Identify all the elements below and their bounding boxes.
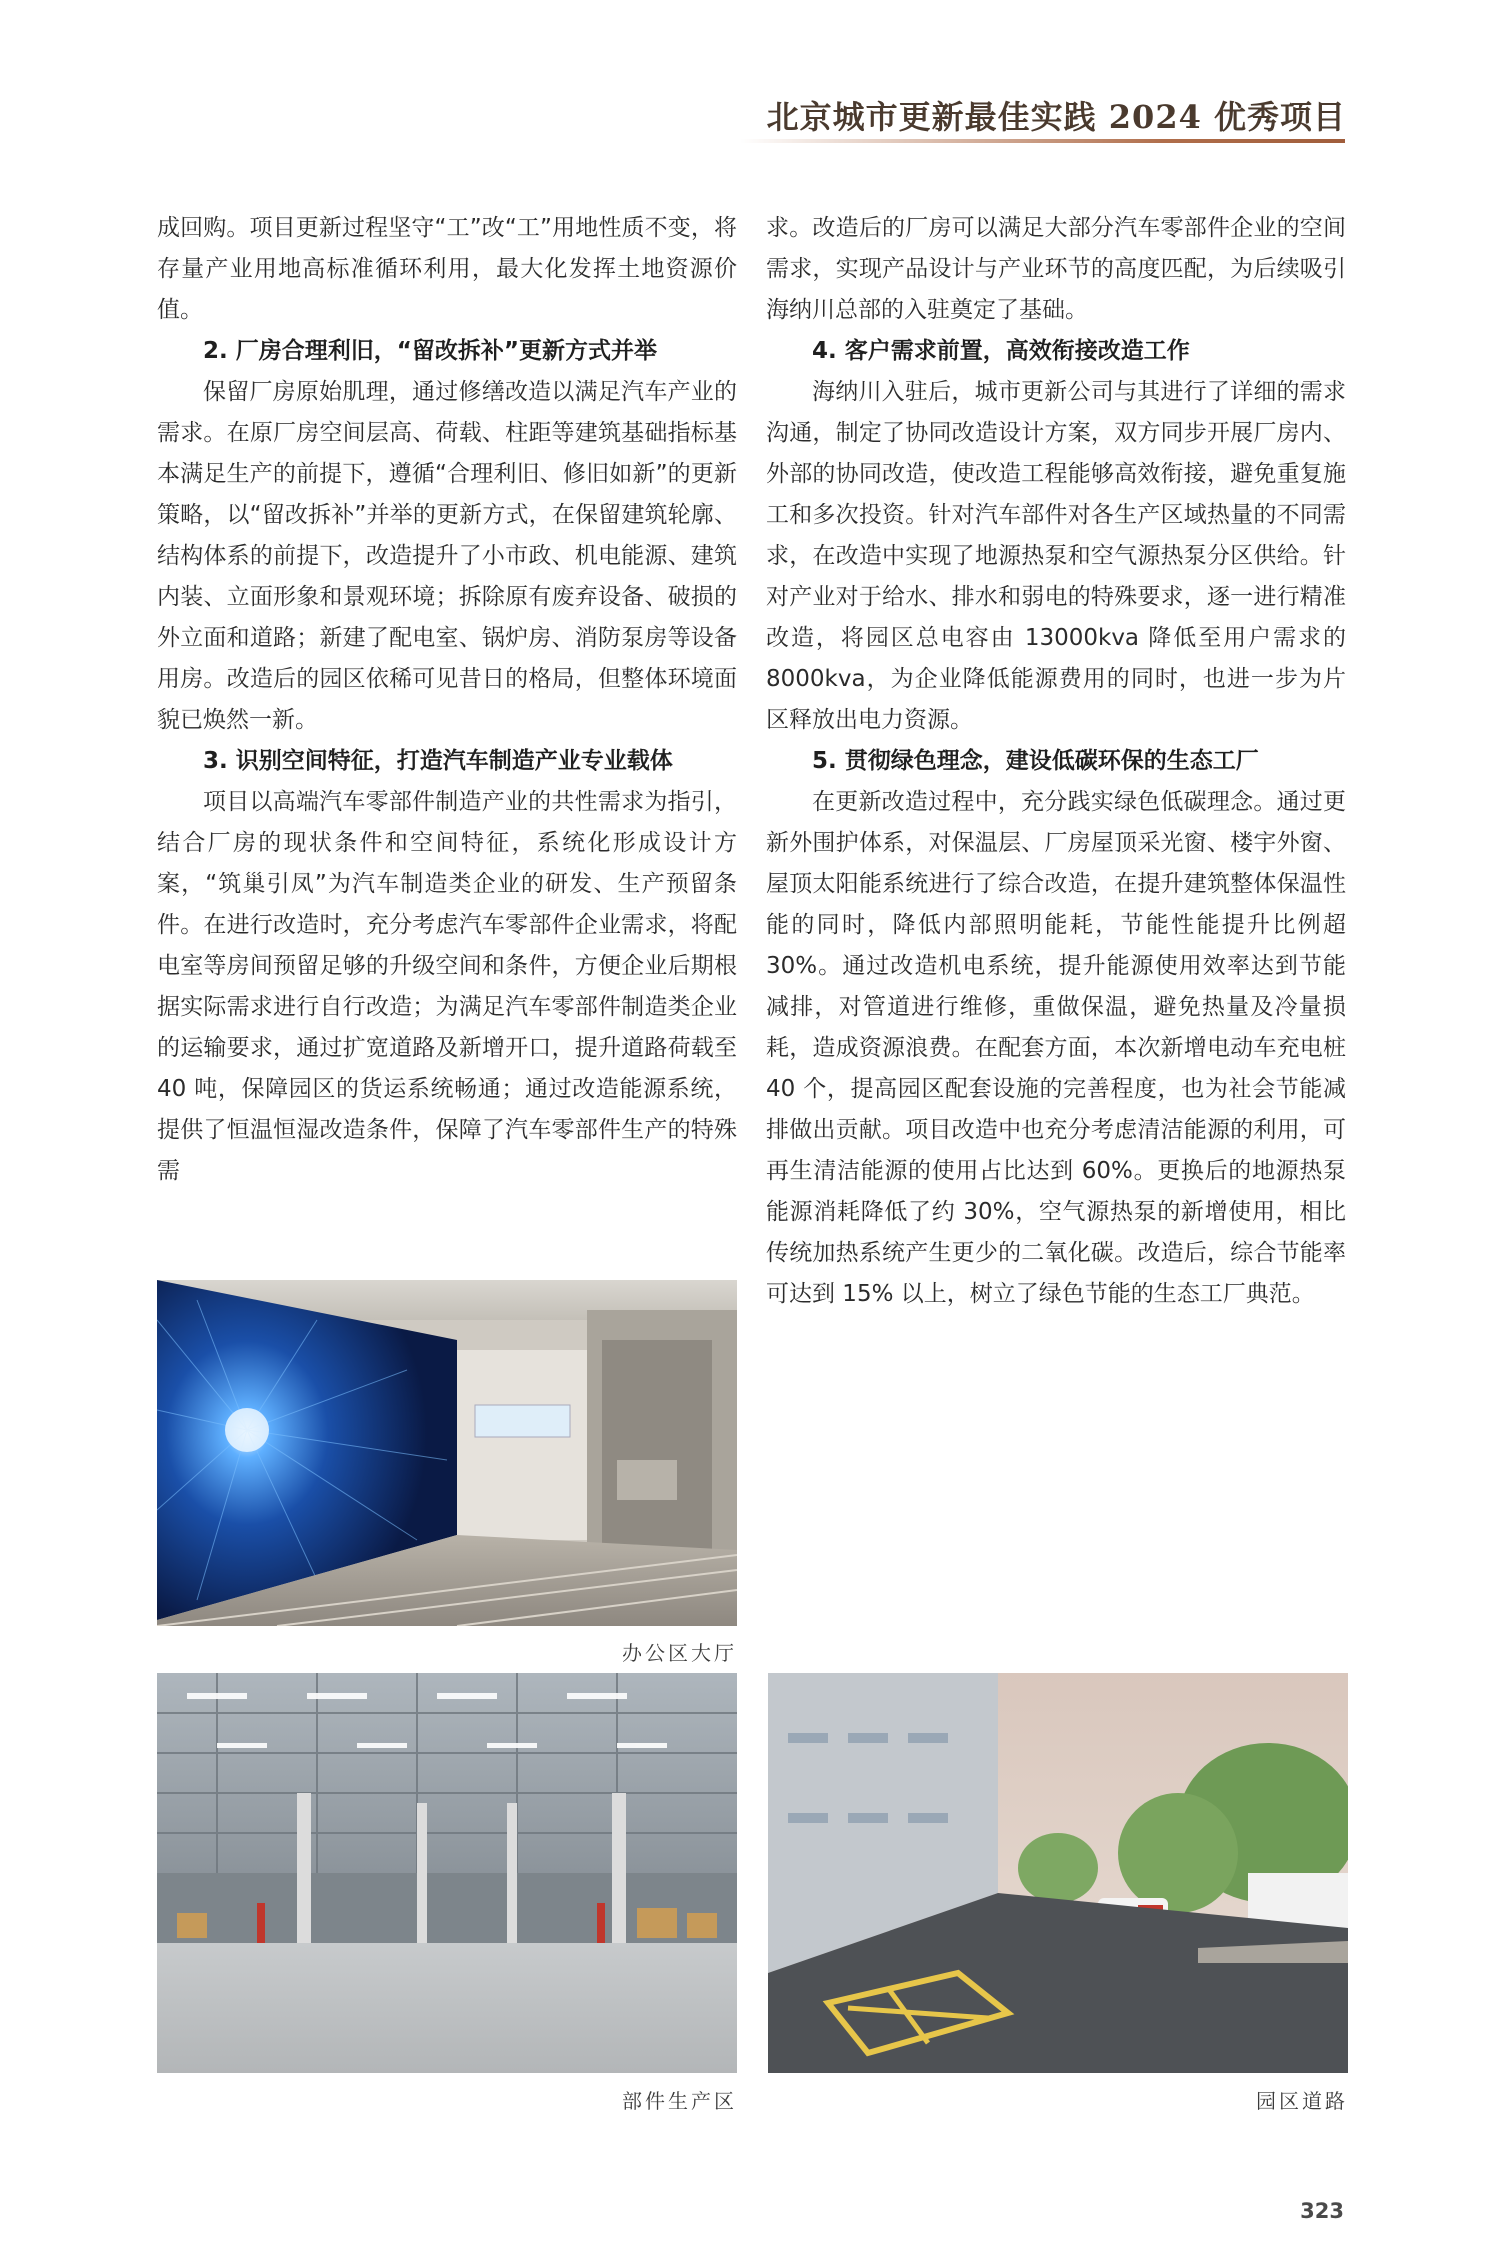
section-heading-3: 3. 识别空间特征，打造汽车制造产业专业载体 (203, 748, 673, 774)
park-road-photo (768, 1673, 1348, 2073)
left-column (157, 208, 737, 1192)
right-paragraph-5: 在更新改造过程中，充分践实绿色低碳理念。通过更新外围护体系，对保温层、厂房屋顶采光窗、楼宇外窗、屋顶太阳能系统进行了综合改造，在提升建筑整体保温性能的同时，降低内部照明能耗，节能性能提升比例超 30%。通过改造机电系统，提升能源使用效率达到节能减排，对管道进行维修，重做保温，避免热量及冷量损耗，造成资源浪费。在配套方面，本次新增电动车充电桩 40 个，提高园区配套设施的完善程度，也为社会节能减排做出贡献。项目改造中也充分考虑清洁能源的利用，可再生清洁能源的使用占比达到 60%。更换后的地源热泵能源消耗降低了约 30%，空气源热泵的新增使用，相比传统加热系统产生更少的二氧化碳。改造后，综合节能率可达到 15% 以上，树立了绿色节能的生态工厂典范。 (766, 789, 1346, 1307)
right-column (766, 208, 1346, 1315)
header-rule (740, 139, 1345, 143)
right-paragraph-1: 求。改造后的厂房可以满足大部分汽车零部件企业的空间需求，实现产品设计与产业环节的高度匹配，为后续吸引海纳川总部的入驻奠定了基础。 (766, 215, 1346, 323)
section-heading-2: 2. 厂房合理利旧，“留改拆补”更新方式并举 (203, 338, 657, 364)
production-area-caption: 部件生产区 (622, 2089, 737, 2113)
office-lobby-photo (157, 1280, 737, 1626)
production-area-photo (157, 1673, 737, 2073)
left-paragraph-3: 项目以高端汽车零部件制造产业的共性需求为指引，结合厂房的现状条件和空间特征，系统化形成设计方案，“筑巢引凤”为汽车制造类企业的研发、生产预留条件。在进行改造时，充分考虑汽车零部件企业需求，将配电室等房间预留足够的升级空间和条件，方便企业后期根据实际需求进行自行改造；为满足汽车零部件制造类企业的运输要求，通过扩宽道路及新增开口，提升道路荷载至 40 吨，保障园区的货运系统畅通；通过改造能源系统，提供了恒温恒湿改造条件，保障了汽车零部件生产的特殊需 (157, 789, 737, 1184)
right-paragraph-4: 海纳川入驻后，城市更新公司与其进行了详细的需求沟通，制定了协同改造设计方案，双方同步开展厂房内、外部的协同改造，使改造工程能够高效衔接，避免重复施工和多次投资。针对汽车部件对各生产区域热量的不同需求，在改造中实现了地源热泵和空气源热泵分区供给。针对产业对于给水、排水和弱电的特殊要求，逐一进行精准改造，将园区总电容由 13000kva 降低至用户需求的 8000kva，为企业降低能源费用的同时，也进一步为片区释放出电力资源。 (766, 379, 1346, 733)
left-paragraph-1: 成回购。项目更新过程坚守“工”改“工”用地性质不变，将存量产业用地高标准循环利用，最大化发挥土地资源价值。 (157, 215, 737, 323)
header-title: 北京城市更新最佳实践 2024 优秀项目 (766, 98, 1346, 136)
section-heading-4: 4. 客户需求前置，高效衔接改造工作 (812, 338, 1190, 364)
park-road-caption: 园区道路 (1256, 2089, 1348, 2113)
office-lobby-caption: 办公区大厅 (622, 1641, 737, 1665)
page-number: 323 (1300, 2199, 1344, 2223)
left-paragraph-2: 保留厂房原始肌理，通过修缮改造以满足汽车产业的需求。在原厂房空间层高、荷载、柱距等建筑基础指标基本满足生产的前提下，遵循“合理利旧、修旧如新”的更新策略，以“留改拆补”并举的更新方式，在保留建筑轮廓、结构体系的前提下，改造提升了小市政、机电能源、建筑内装、立面形象和景观环境；拆除原有废弃设备、破损的外立面和道路；新建了配电室、锅炉房、消防泵房等设备用房。改造后的园区依稀可见昔日的格局，但整体环境面貌已焕然一新。 (157, 379, 737, 733)
section-heading-5: 5. 贯彻绿色理念，建设低碳环保的生态工厂 (812, 748, 1259, 774)
